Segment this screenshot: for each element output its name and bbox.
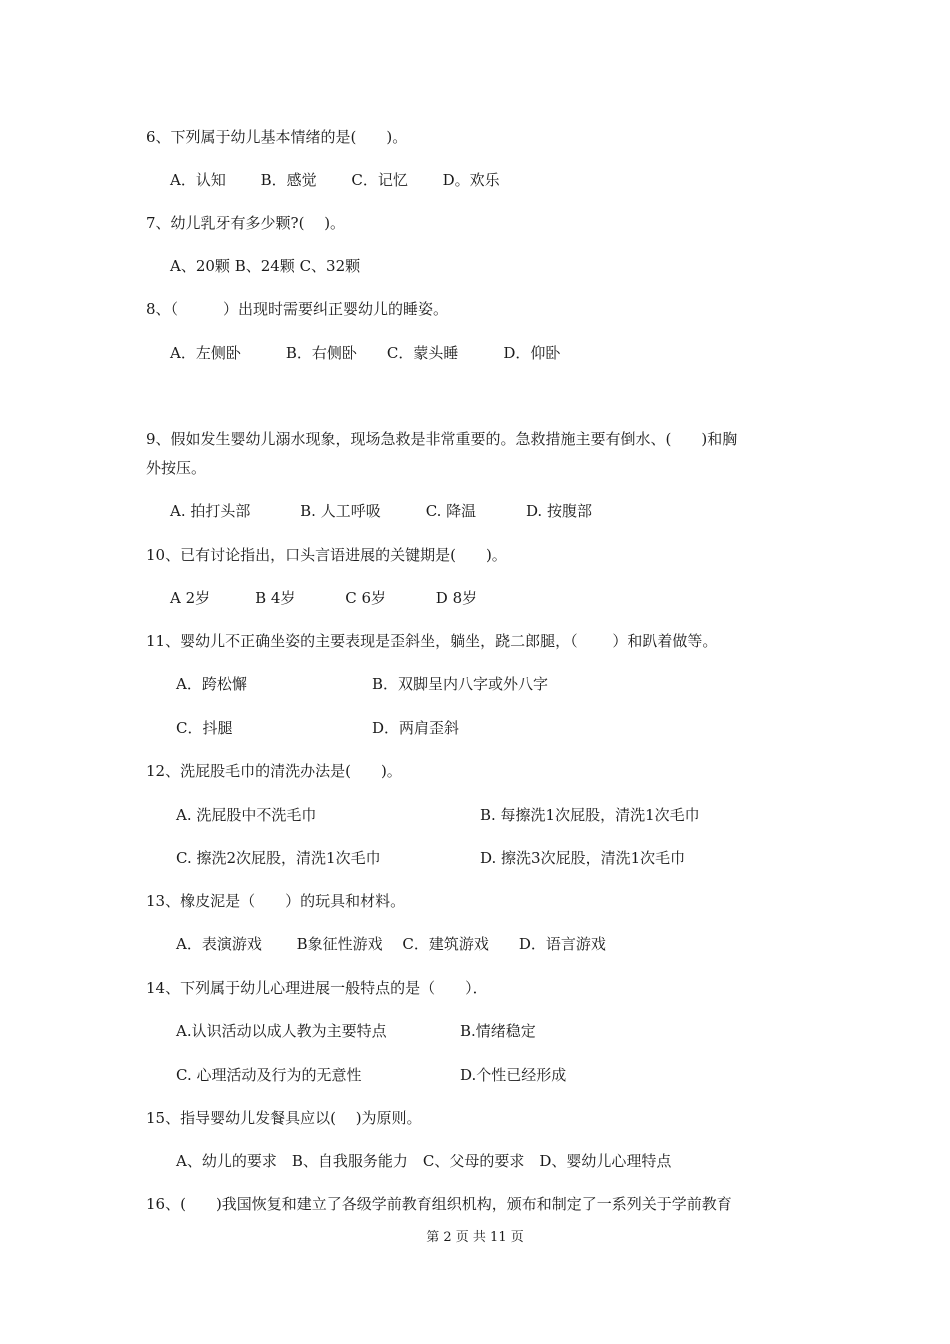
question-12-stem: 12、洗屁股毛巾的清洗办法是( )。 [146, 762, 402, 780]
question-12-option-a: A. 洗屁股中不洗毛巾 [176, 806, 317, 824]
question-14-option-a: A.认识活动以成人教为主要特点 [176, 1022, 387, 1040]
question-7-stem: 7、幼儿乳牙有多少颗?( )。 [146, 214, 346, 232]
question-8-stem: 8、（ ）出现时需要纠正婴幼儿的睡姿。 [146, 300, 449, 318]
question-16-stem: 16、( )我国恢复和建立了各级学前教育组织机构，颁布和制定了一系列关于学前教育 [146, 1195, 732, 1213]
question-13-stem: 13、橡皮泥是（ ）的玩具和材料。 [146, 892, 406, 910]
question-11-option-b: B．双脚呈内八字或外八字 [372, 675, 549, 693]
question-11-option-d: D．两肩歪斜 [372, 719, 460, 737]
question-6-stem: 6、下列属于幼儿基本情绪的是( )。 [146, 128, 408, 146]
question-15-stem: 15、指导婴幼儿发餐具应以( )为原则。 [146, 1109, 422, 1127]
question-11-stem: 11、婴幼儿不正确坐姿的主要表现是歪斜坐，躺坐，跷二郎腿，（ ）和趴着做等。 [146, 632, 718, 650]
question-12-option-d: D. 擦洗3次屁股，清洗1次毛巾 [480, 849, 686, 867]
question-7-options: A、20颗 B、24颗 C、32颗 [170, 257, 361, 275]
question-9-stem-line2: 外按压。 [146, 459, 207, 477]
question-14-stem: 14、下列属于幼儿心理进展一般特点的是（ ）． [146, 979, 488, 997]
question-14-option-b: B.情绪稳定 [460, 1022, 536, 1040]
question-14-option-c: C. 心理活动及行为的无意性 [176, 1066, 362, 1084]
question-9-options: A. 拍打头部 B. 人工呼吸 C. 降温 D. 按腹部 [170, 502, 592, 520]
question-8-options: A．左侧卧 B．右侧卧 C．蒙头睡 D．仰卧 [170, 344, 561, 362]
page-footer: 第 2 页 共 11 页 [426, 1230, 524, 1245]
question-14-option-d: D.个性已经形成 [460, 1066, 567, 1084]
question-11-option-a: A．跨松懈 [176, 675, 247, 693]
question-12-option-b: B. 每擦洗1次屁股，清洗1次毛巾 [480, 806, 700, 824]
question-9-stem-line1: 9、假如发生婴幼儿溺水现象，现场急救是非常重要的。急救措施主要有倒水、( )和胸 [146, 430, 738, 448]
question-6-options: A．认知 B．感觉 C．记忆 D。欢乐 [170, 171, 500, 189]
question-13-options: A．表演游戏 B象征性游戏 C．建筑游戏 D．语言游戏 [176, 935, 606, 953]
question-11-option-c: C．抖腿 [176, 719, 233, 737]
question-10-options: A 2岁 B 4岁 C 6岁 D 8岁 [170, 589, 478, 607]
question-15-options: A、幼儿的要求 B、自我服务能力 C、父母的要求 D、婴幼儿心理特点 [176, 1152, 672, 1170]
question-12-option-c: C. 擦洗2次屁股，清洗1次毛巾 [176, 849, 381, 867]
question-10-stem: 10、已有讨论指出，口头言语进展的关键期是( )。 [146, 546, 507, 564]
